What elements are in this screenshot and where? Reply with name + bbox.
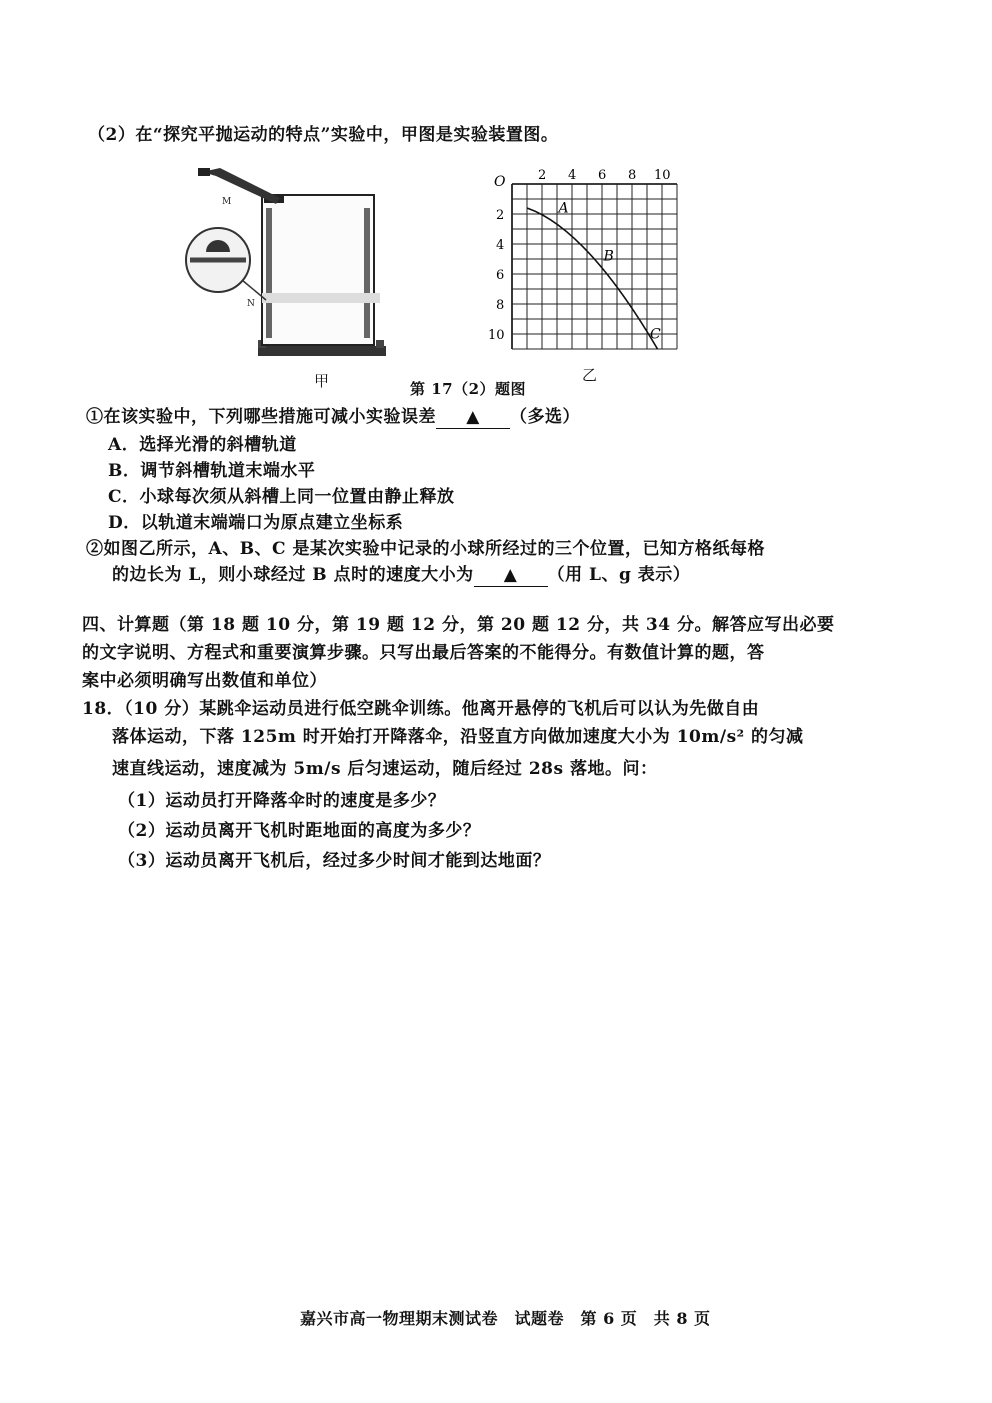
x-tick-label: 2 <box>538 168 547 183</box>
y-tick-label: 8 <box>496 298 505 313</box>
point-label-c: C <box>650 326 661 343</box>
x-tick-label: 6 <box>598 168 607 183</box>
figure-yi-label: 乙 <box>582 366 598 384</box>
q18-line1: 18．（10 分）某跳伞运动员进行低空跳伞训练。他离开悬停的飞机后可以认为先做自由 <box>82 699 760 719</box>
y-tick-label: 4 <box>496 238 505 253</box>
svg-text:N: N <box>247 299 255 309</box>
q18-sub3: （3）运动员离开飞机后，经过多少时间才能到达地面？ <box>118 851 551 871</box>
option-d: D．以轨道末端端口为原点建立坐标系 <box>108 513 404 533</box>
q18-sub1: （1）运动员打开降落伞时的速度是多少？ <box>118 791 446 811</box>
y-tick-label: 2 <box>496 208 505 223</box>
q17-2-intro: （2）在“探究平抛运动的特点”实验中，甲图是实验装置图。 <box>88 125 559 145</box>
y-tick-label: 10 <box>488 328 505 343</box>
q18-line2: 落体运动，下落 125m 时开始打开降落伞，沿竖直方向做加速度大小为 10m/s² 的匀减 <box>112 727 804 747</box>
point-label-a: A <box>558 200 569 217</box>
answer-blank-1: ▲ <box>436 406 510 429</box>
trajectory-grid-figure <box>484 164 684 364</box>
q2-prefix: 的边长为 L，则小球经过 B 点时的速度大小为 <box>112 565 474 585</box>
q17-2-sub2-line2 <box>112 564 690 587</box>
page-footer: 嘉兴市高一物理期末测试卷 试题卷 第 6 页 共 8 页 <box>300 1309 711 1328</box>
x-tick-label: 10 <box>654 168 671 183</box>
figure-caption: 第 17（2）题图 <box>410 380 527 398</box>
q1-prefix: ①在该实验中，下列哪些措施可减小实验误差 <box>86 407 436 427</box>
q18-sub2: （2）运动员离开飞机时距地面的高度为多少？ <box>118 821 481 841</box>
option-a: A．选择光滑的斜槽轨道 <box>108 435 297 455</box>
q2-suffix: （用 L、g 表示） <box>547 565 691 585</box>
q18-line3: 速直线运动，速度减为 5m/s 后匀速运动，随后经过 28s 落地。问： <box>112 759 658 779</box>
option-b: B．调节斜槽轨道末端水平 <box>108 461 316 481</box>
figure-jia-label: 甲 <box>314 372 330 390</box>
q1-suffix: （多选） <box>510 407 580 427</box>
section4-line1: 四、计算题（第 18 题 10 分，第 19 题 12 分，第 20 题 12 分，共 34 分。解答应写出必要 <box>82 615 835 635</box>
x-tick-label: 4 <box>568 168 577 183</box>
answer-blank-2: ▲ <box>474 564 548 587</box>
x-tick-label: 8 <box>628 168 637 183</box>
y-tick-label: 6 <box>496 268 505 283</box>
q17-2-sub2-line1: ②如图乙所示，A、B、C 是某次实验中记录的小球所经过的三个位置，已知方格纸每格 <box>86 539 766 559</box>
svg-text:M: M <box>222 197 232 207</box>
option-c: C．小球每次须从斜槽上同一位置由静止释放 <box>108 487 455 507</box>
apparatus-figure <box>180 160 395 375</box>
point-label-b: B <box>603 248 614 265</box>
q17-2-sub1 <box>86 406 580 429</box>
section4-line2: 的文字说明、方程式和重要演算步骤。只写出最后答案的不能得分。有数值计算的题，答 <box>82 643 765 663</box>
origin-label: O <box>494 174 506 190</box>
section4-line3: 案中必须明确写出数值和单位） <box>82 671 327 691</box>
